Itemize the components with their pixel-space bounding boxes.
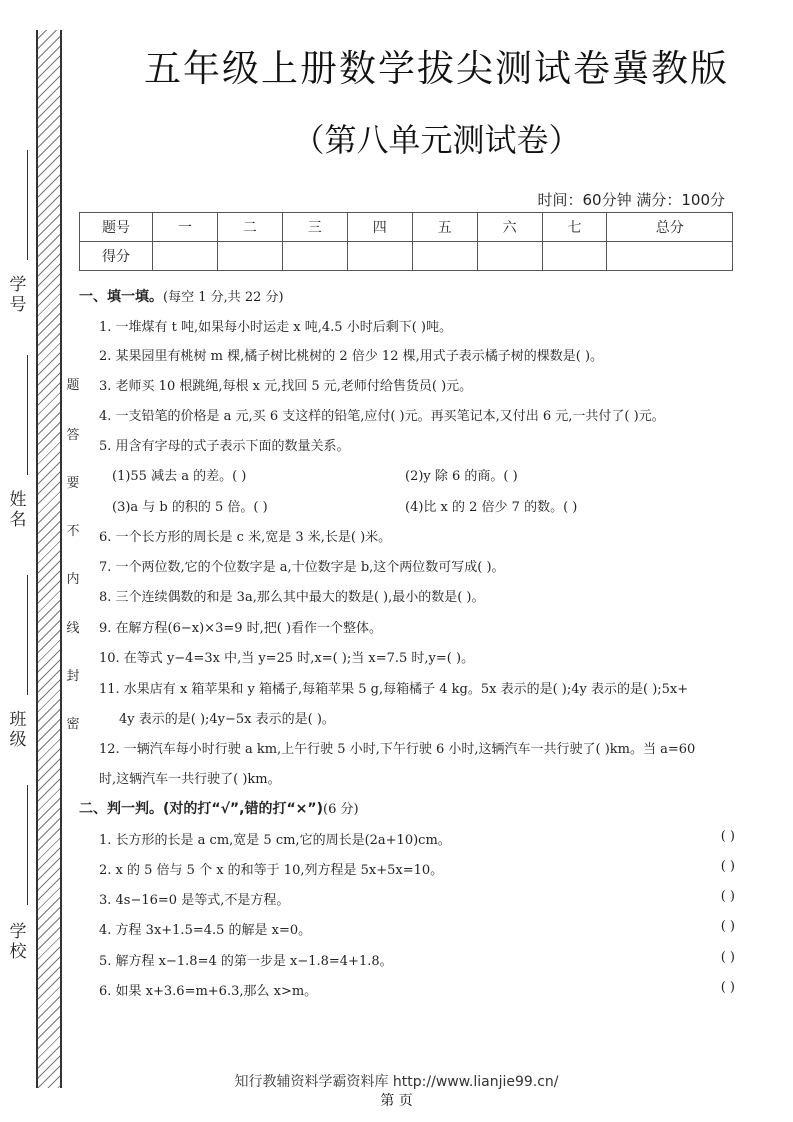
exam-meta: 时间：60分钟 满分：100分 [537,191,725,209]
question-item-11-line-1: 11. 水果店有 x 箱苹果和 y 箱橘子,每箱苹果 5 g,每箱橘子 4 kg。5x 表示的是( );4y 表示的是( );5x+ [99,682,689,697]
answer-paren: ( ) [720,889,735,904]
question-item-11-line-2: 4y 表示的是( );4y−5x 表示的是( )。 [119,712,335,727]
seal-char: 要 [66,476,80,491]
class-blank [27,575,28,695]
answer-paren: ( ) [720,919,735,934]
judge-text: 3. 4s−16=0 是等式,不是方程。 [99,893,290,908]
seal-char: 线 [66,621,80,636]
table-cell: 四 [347,213,412,242]
section-1-heading [79,286,284,306]
sub-question: (1)55 减去 a 的差。( ) [112,469,247,484]
score-table-header-row [80,213,733,242]
sub-question: (2)y 除 6 的商。( ) [405,469,518,484]
score-cell [217,242,282,271]
section-2-heading [79,798,359,818]
question-item-12-line-2: 时,这辆汽车一共行驶了( )km。 [99,772,281,787]
question-item: 4. 一支铅笔的价格是 a 元,买 6 支这样的铅笔,应付( )元。再买笔记本,又付出 6 元,一共付了( )元。 [99,409,665,424]
question-item: 6. 一个长方形的周长是 c 米,宽是 3 米,长是( )米。 [99,530,392,545]
judge-text: 1. 长方形的长是 a cm,宽是 5 cm,它的周长是(2a+10)cm。 [99,833,451,848]
binding-border-left [36,30,38,1088]
judge-text: 5. 解方程 x−1.8=4 的第一步是 x−1.8=4+1.8。 [99,954,393,969]
judge-text: 4. 方程 3x+1.5=4.5 的解是 x=0。 [99,923,312,938]
sub-question: (3)a 与 b 的积的 5 倍。( ) [112,500,268,515]
page-subtitle: （第八单元测试卷） [292,121,581,159]
judge-text: 2. x 的 5 倍与 5 个 x 的和等于 10,列方程是 5x+5x=10。 [99,863,444,878]
judge-item [99,950,735,969]
answer-paren: ( ) [720,859,735,874]
table-cell: 题号 [80,213,153,242]
score-cell [282,242,347,271]
student-id-blank [27,150,28,260]
table-cell: 得分 [80,242,153,271]
table-cell: 二 [217,213,282,242]
name-blank [27,355,28,475]
question-item: 7. 一个两位数,它的个位数字是 a,十位数字是 b,这个两位数可写成( )。 [99,560,505,575]
judge-item [99,889,735,908]
seal-char: 密 [66,717,80,732]
answer-paren: ( ) [720,829,735,844]
score-table-score-row [80,242,733,271]
section-1-title: 一、填一填。 [79,289,163,305]
question-item-12-line-1: 12. 一辆汽车每小时行驶 a km,上午行驶 5 小时,下午行驶 6 小时,这辆汽车一共行驶了( )km。当 a=60 [99,742,696,757]
student-id-label: 学号 [9,275,27,315]
score-cell [542,242,607,271]
question-item: 3. 老师买 10 根跳绳,每根 x 元,找回 5 元,老师付给售货员( )元。 [99,379,473,394]
score-cell [477,242,542,271]
seal-char: 封 [66,669,80,684]
score-cell [153,242,218,271]
section-1-note: (每空 1 分,共 22 分) [163,290,284,305]
judge-item [99,859,735,878]
table-cell: 总分 [607,213,733,242]
name-label: 姓名 [9,490,27,530]
judge-item [99,829,735,848]
question-item: 8. 三个连续偶数的和是 3a,那么其中最大的数是( ),最小的数是( )。 [99,590,485,605]
question-item: 1. 一堆煤有 t 吨,如果每小时运走 x 吨,4.5 小时后剩下( )吨。 [99,320,452,335]
class-label: 班级 [9,710,27,750]
seal-char: 答 [66,428,80,443]
page-title: 五年级上册数学拔尖测试卷冀教版 [144,47,729,90]
table-cell: 五 [412,213,477,242]
judge-item [99,980,735,999]
seal-char: 内 [66,572,80,587]
question-item: 10. 在等式 y−4=3x 中,当 y=25 时,x=( );当 x=7.5 时,y=( )。 [99,651,475,666]
table-cell: 一 [153,213,218,242]
score-cell [347,242,412,271]
score-cell [607,242,733,271]
question-item: 5. 用含有字母的式子表示下面的数量关系。 [99,439,350,454]
table-cell: 六 [477,213,542,242]
score-table [79,212,733,271]
question-item: 9. 在解方程(6−x)×3=9 时,把( )看作一个整体。 [99,621,383,636]
answer-paren: ( ) [720,950,735,965]
binding-border-right [60,30,62,1088]
binding-sidebar [0,0,80,1122]
score-cell [412,242,477,271]
school-blank [27,785,28,905]
seal-char: 不 [66,524,80,539]
table-cell: 七 [542,213,607,242]
question-item: 2. 某果园里有桃树 m 棵,橘子树比桃树的 2 倍少 12 棵,用式子表示橘子树的棵数是( )。 [99,349,604,364]
footer-page-number: 第 页 [380,1093,413,1109]
table-cell: 三 [282,213,347,242]
sub-question: (4)比 x 的 2 倍少 7 的数。( ) [405,500,578,515]
section-2-note: (6 分) [323,802,359,817]
seal-char: 题 [66,378,80,393]
judge-item [99,919,735,938]
section-2-title: 二、判一判。(对的打“√”,错的打“×”) [79,801,323,817]
footer-site-url: 知行教辅资料学霸资料库 http://www.lianjie99.cn/ [234,1074,559,1090]
judge-text: 6. 如果 x+3.6=m+6.3,那么 x>m。 [99,984,318,999]
answer-paren: ( ) [720,980,735,995]
binding-hatch [36,30,60,1088]
school-label: 学校 [9,922,27,962]
